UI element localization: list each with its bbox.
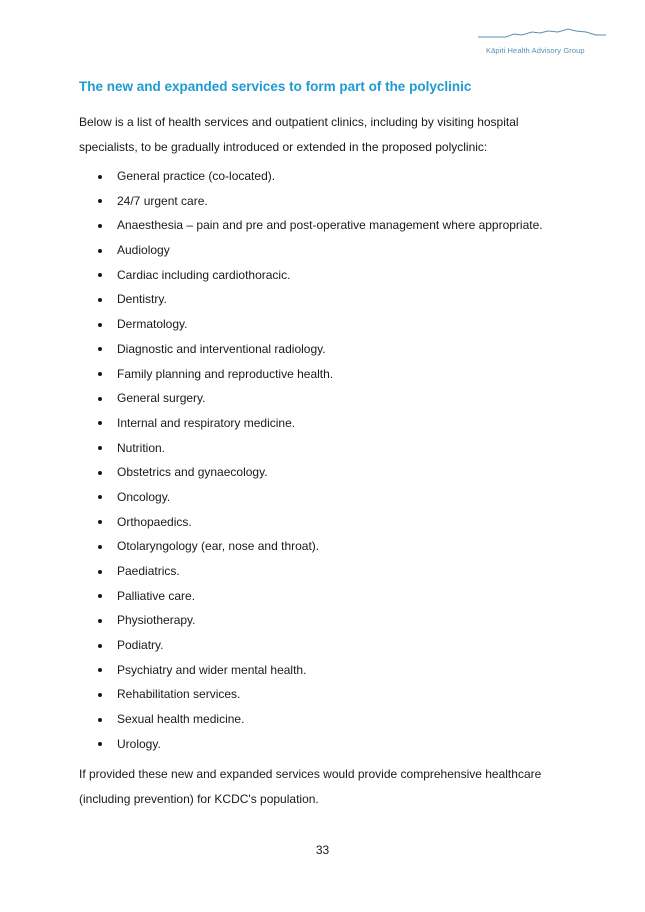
list-item: Paediatrics.: [79, 559, 543, 584]
list-item: Audiology: [79, 238, 543, 263]
section-heading: The new and expanded services to form part of the polyclinic: [79, 79, 472, 94]
page-number: 33: [315, 843, 330, 857]
mountain-line-icon: [476, 24, 608, 44]
list-item: Psychiatry and wider mental health.: [79, 658, 543, 683]
list-item: General practice (co-located).: [79, 164, 543, 189]
list-item: Internal and respiratory medicine.: [79, 411, 543, 436]
list-item: Palliative care.: [79, 584, 543, 609]
organisation-name: Kāpiti Health Advisory Group: [486, 46, 585, 55]
list-item: Dentistry.: [79, 287, 543, 312]
list-item: Diagnostic and interventional radiology.: [79, 337, 543, 362]
list-item: Nutrition.: [79, 436, 543, 461]
header-logo: [476, 24, 608, 60]
list-item: Anaesthesia – pain and pre and post-operative management where appropriate.: [79, 213, 543, 238]
list-item: Cardiac including cardiothoracic.: [79, 263, 543, 288]
list-item: General surgery.: [79, 386, 543, 411]
list-item: Obstetrics and gynaecology.: [79, 460, 543, 485]
list-item: Family planning and reproductive health.: [79, 362, 543, 387]
list-item: Podiatry.: [79, 633, 543, 658]
list-item: Sexual health medicine.: [79, 707, 543, 732]
list-item: Dermatology.: [79, 312, 543, 337]
list-item: Oncology.: [79, 485, 543, 510]
list-item: Urology.: [79, 732, 543, 757]
list-item: Physiotherapy.: [79, 608, 543, 633]
service-list: [79, 164, 543, 757]
intro-paragraph: Below is a list of health services and outpatient clinics, including by visiting hospital specialists, to be gradually introduced or extended in the proposed polyclinic:: [79, 115, 519, 154]
list-item: Rehabilitation services.: [79, 682, 543, 707]
list-item: 24/7 urgent care.: [79, 189, 543, 214]
list-item: Otolaryngology (ear, nose and throat).: [79, 534, 543, 559]
closing-paragraph: If provided these new and expanded services would provide comprehensive healthcare (including prevention) for KCDC's population.: [79, 767, 542, 806]
list-item: Orthopaedics.: [79, 510, 543, 535]
